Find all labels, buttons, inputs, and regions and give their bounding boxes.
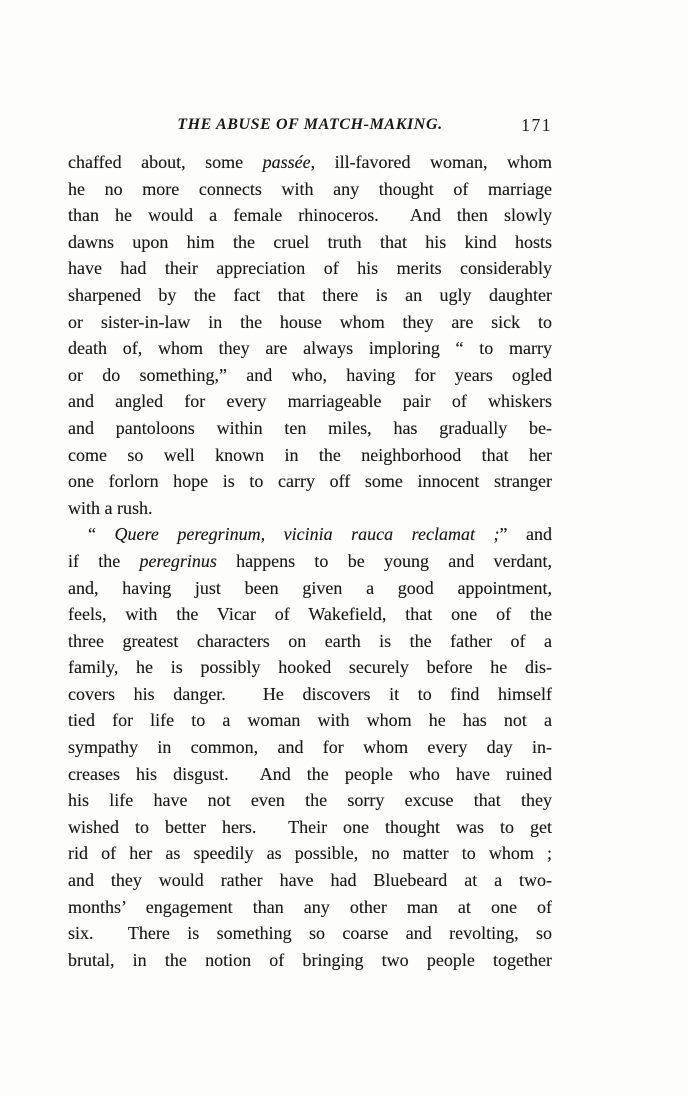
- text-line: [68, 495, 552, 522]
- text-run: six. There is something so coarse and revolting, so: [68, 923, 552, 944]
- text-line: [68, 521, 552, 548]
- text-line: [68, 548, 552, 575]
- italic-text-run: passée: [262, 152, 311, 172]
- text-line: [68, 309, 552, 336]
- text-run: his life have not even the sorry excuse that they: [68, 790, 552, 811]
- text-run: and, having just been given a good appointment,: [68, 577, 552, 598]
- text-run: sharpened by the fact that there is an ugly daughter: [68, 284, 552, 305]
- text-line: [68, 415, 552, 442]
- text-run: covers his danger. He discovers it to find himself: [68, 683, 552, 704]
- text-line: [68, 202, 552, 229]
- text-run: three greatest characters on earth is the father of a: [68, 630, 552, 651]
- text-line: [68, 734, 552, 761]
- text-run: he no more connects with any thought of marriage: [68, 178, 552, 199]
- text-run: one forlorn hope is to carry off some innocent stranger: [68, 471, 552, 492]
- text-line: [68, 761, 552, 788]
- text-line: [68, 840, 552, 867]
- text-run: with a rush.: [68, 497, 153, 518]
- text-run: months’ engagement than any other man at one of: [68, 896, 552, 917]
- text-line: [68, 601, 552, 628]
- text-line: [68, 282, 552, 309]
- text-line: [68, 388, 552, 415]
- text-line: [68, 947, 552, 974]
- text-run: tied for life to a woman with whom he has not a: [68, 710, 552, 731]
- text-run: if the: [68, 550, 140, 571]
- text-column: [68, 149, 552, 973]
- text-run: feels, with the Vicar of Wakefield, that one of the: [68, 604, 552, 625]
- text-line: [68, 814, 552, 841]
- text-line: [68, 920, 552, 947]
- text-run: chaffed about, some: [68, 152, 263, 172]
- text-run: and they would rather have had Bluebeard at a two-: [68, 870, 552, 891]
- text-line: [68, 468, 552, 495]
- text-line: [68, 255, 552, 282]
- text-line: [68, 149, 552, 176]
- page-number: 171: [521, 115, 552, 135]
- text-run: , ill-favored woman, whom: [310, 152, 552, 172]
- text-run: or sister-in-law in the house whom they are sick to: [68, 311, 552, 332]
- text-run: brutal, in the notion of bringing two people together: [68, 949, 552, 970]
- text-line: [68, 362, 552, 389]
- text-line: [68, 681, 552, 708]
- text-line: [68, 442, 552, 469]
- text-line: [68, 628, 552, 655]
- text-run: wished to better hers. Their one thought was to get: [68, 816, 552, 837]
- text-run: happens to be young and verdant,: [216, 550, 552, 571]
- italic-text-run: peregrinus: [139, 550, 217, 571]
- text-run: have had their appreciation of his merits considerably: [68, 258, 552, 279]
- text-run: death of, whom they are always imploring “ to marry: [68, 338, 552, 359]
- running-head: [68, 113, 552, 137]
- text-line: [68, 335, 552, 362]
- text-line: [68, 575, 552, 602]
- paragraph: [68, 149, 552, 521]
- text-run: rid of her as speedily as possible, no matter to whom ;: [68, 843, 552, 864]
- text-run: ” and: [499, 524, 553, 545]
- text-run: creases his disgust. And the people who have ruined: [68, 763, 552, 784]
- italic-text-run: Quere peregrinum, vicinia rauca reclamat ;: [114, 524, 500, 545]
- text-line: [68, 867, 552, 894]
- text-line: [68, 654, 552, 681]
- text-run: family, he is possibly hooked securely before he dis-: [68, 657, 552, 678]
- text-run: than he would a female rhinoceros. And then slowly: [68, 205, 552, 226]
- text-line: [68, 894, 552, 921]
- text-line: [68, 707, 552, 734]
- paragraph: [68, 521, 552, 973]
- text-run: and angled for every marriageable pair of whiskers: [68, 391, 552, 412]
- text-run: dawns upon him the cruel truth that his kind hosts: [68, 231, 552, 252]
- text-run: and pantoloons within ten miles, has gradually be-: [68, 417, 552, 438]
- text-line: [68, 787, 552, 814]
- text-line: [68, 229, 552, 256]
- text-run: sympathy in common, and for whom every day in-: [68, 737, 552, 758]
- running-title: THE ABUSE OF MATCH-MAKING.: [177, 116, 443, 133]
- text-run: “: [88, 524, 115, 545]
- text-run: or do something,” and who, having for years ogled: [68, 364, 552, 385]
- text-line: [68, 176, 552, 203]
- text-run: come so well known in the neighborhood that her: [68, 444, 552, 465]
